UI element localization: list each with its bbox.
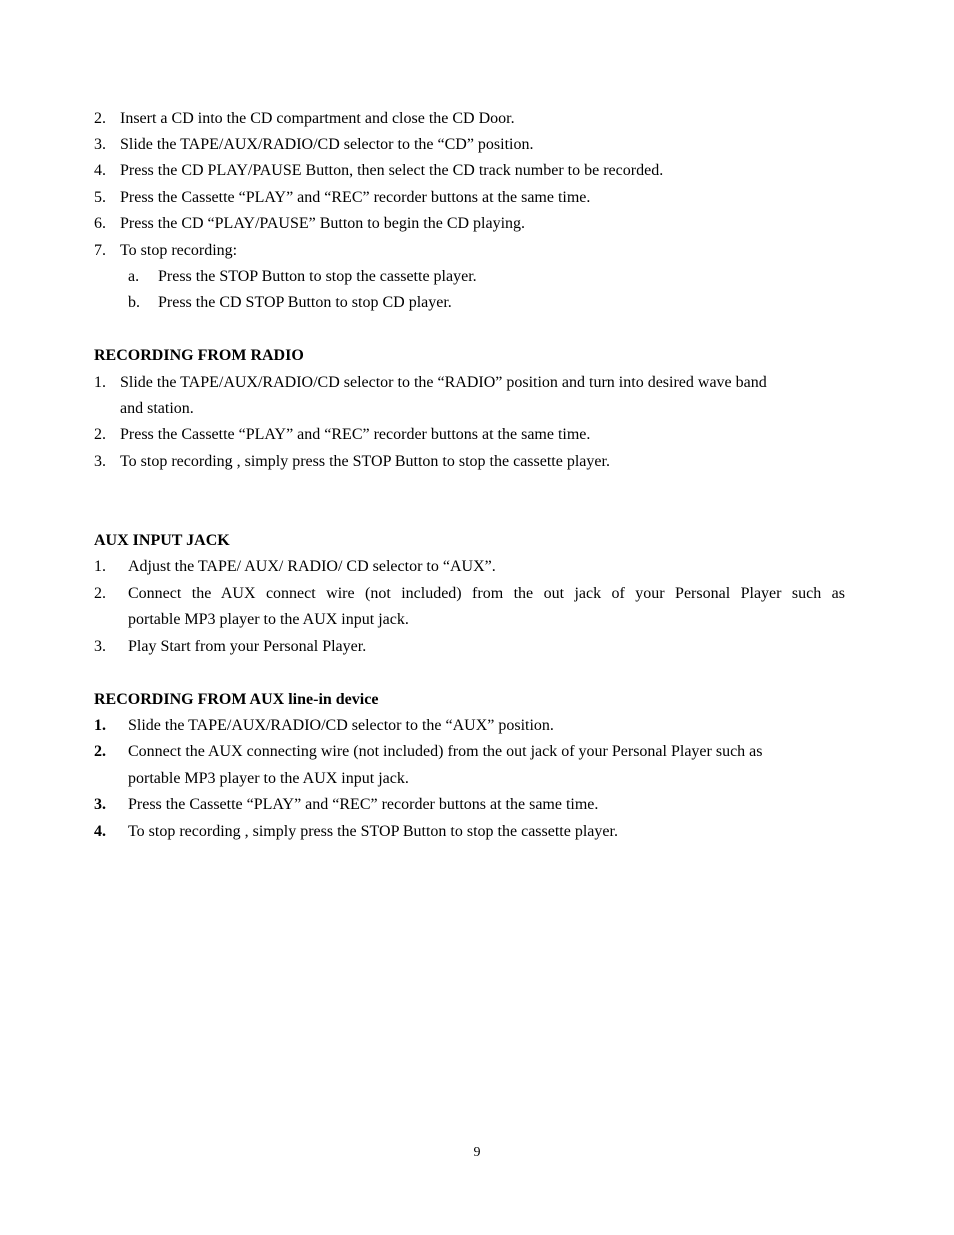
section-heading: RECORDING FROM RADIO — [94, 347, 304, 364]
section-heading: RECORDING FROM AUX line-in device — [94, 691, 379, 708]
page-number: 9 — [473, 1145, 481, 1160]
section-heading: AUX INPUT JACK — [94, 532, 230, 549]
